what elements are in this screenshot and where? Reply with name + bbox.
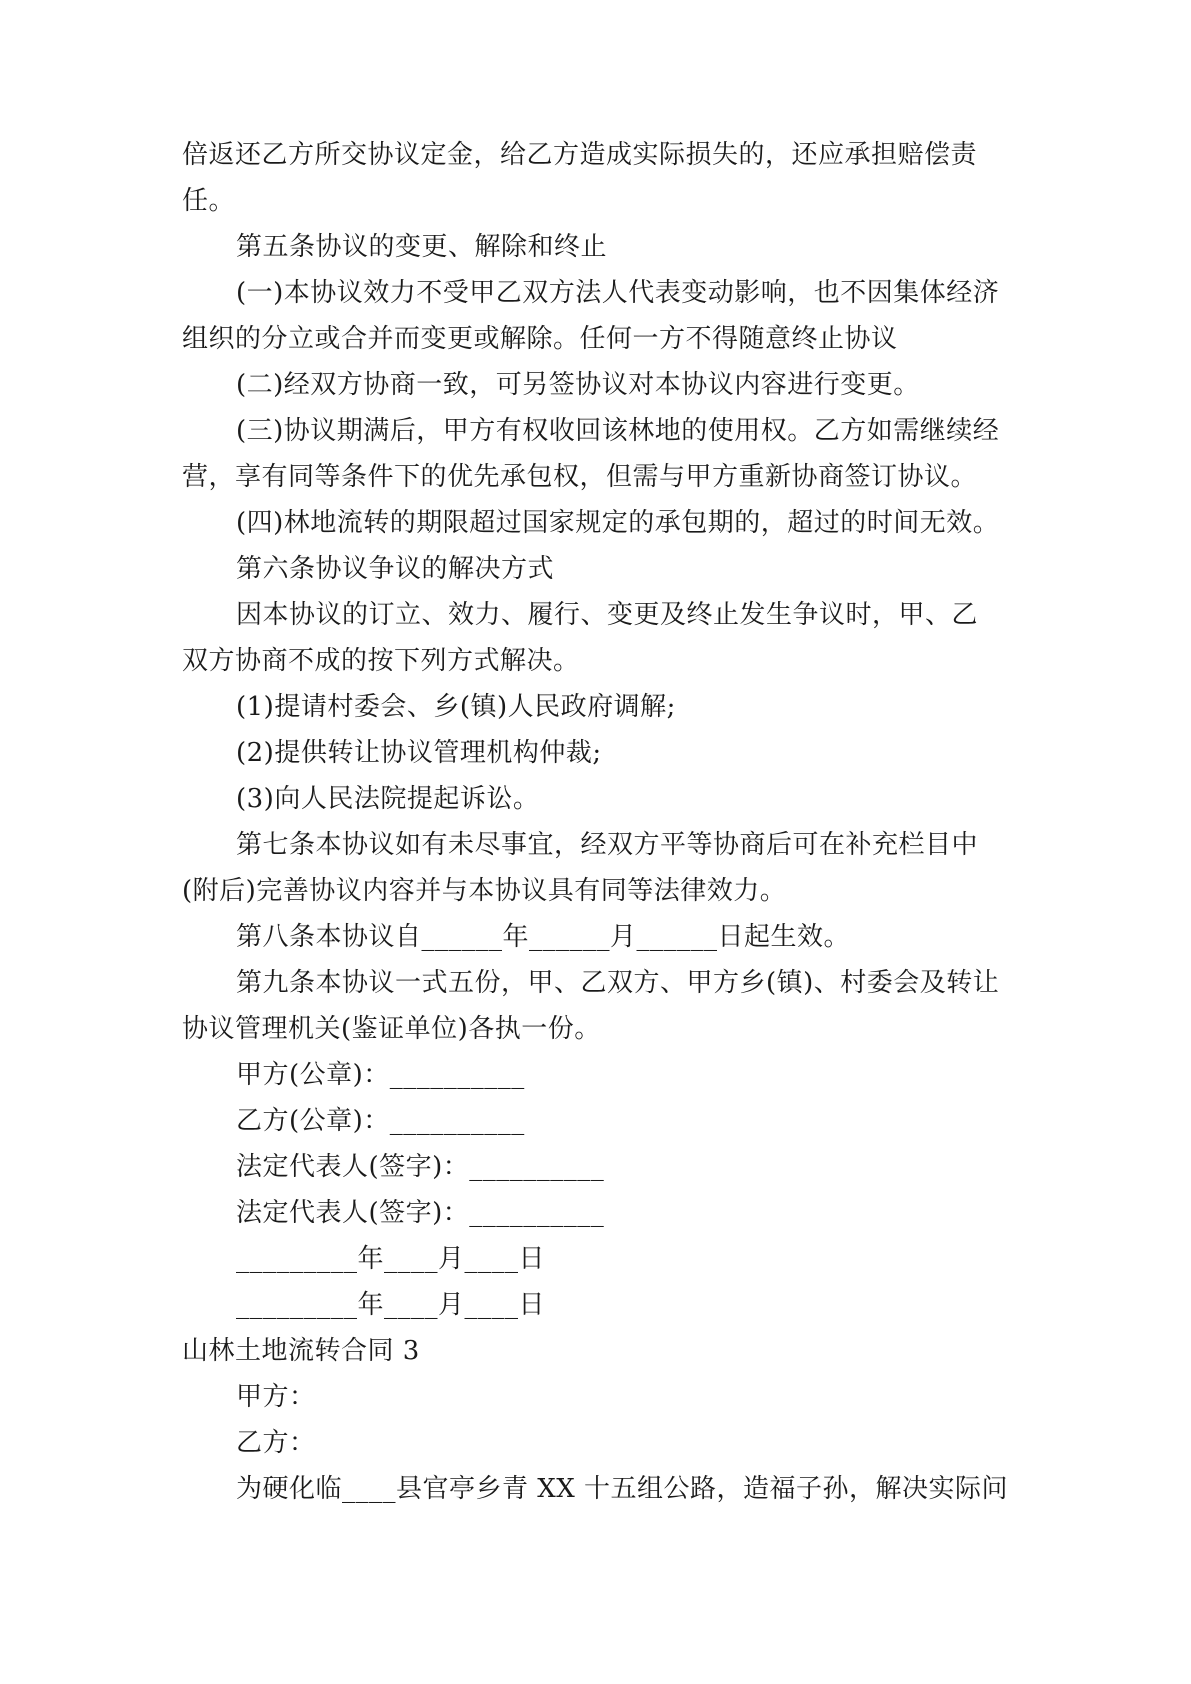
text-line: (二)经双方协商一致，可另签协议对本协议内容进行变更。: [236, 370, 920, 400]
document-page: [182, 132, 1022, 1512]
text-line: 组织的分立或合并而变更或解除。任何一方不得随意终止协议: [182, 324, 898, 354]
text-line: (四)林地流转的期限超过国家规定的承包期的，超过的时间无效。: [236, 508, 1000, 538]
party-b-line: 乙方：: [236, 1428, 316, 1458]
text-line: (附后)完善协议内容并与本协议具有同等法律效力。: [182, 876, 787, 906]
list-item: (3)向人民法院提起诉讼。: [236, 784, 540, 814]
list-item: (1)提请村委会、乡(镇)人民政府调解;: [236, 692, 676, 722]
text-line: 第七条本协议如有未尽事宜，经双方平等协商后可在补充栏目中: [236, 830, 979, 860]
party-a-line: 甲方：: [236, 1382, 316, 1412]
text-line: 任。: [182, 186, 236, 216]
text-line: 营，享有同等条件下的优先承包权，但需与甲方重新协商签订协议。: [182, 462, 978, 492]
text-line: 第九条本协议一式五份，甲、乙双方、甲方乡(镇)、村委会及转让: [236, 968, 1000, 998]
signature-line-representative: 法定代表人(签字)：__________: [236, 1198, 605, 1228]
signature-line-party-a: 甲方(公章)：__________: [236, 1060, 525, 1090]
text-line: (一)本协议效力不受甲乙双方法人代表变动影响，也不因集体经济: [236, 278, 1000, 308]
signature-line-party-b: 乙方(公章)：__________: [236, 1106, 525, 1136]
list-item: (2)提供转让协议管理机构仲裁;: [236, 738, 602, 768]
text-line: 协议管理机关(鉴证单位)各执一份。: [182, 1014, 601, 1044]
effective-date-line: 第八条本协议自______年______月______日起生效。: [236, 922, 851, 952]
text-line: 倍返还乙方所交协议定金，给乙方造成实际损失的，还应承担赔偿责: [182, 140, 978, 170]
section-heading: 第六条协议争议的解决方式: [236, 554, 555, 584]
section-heading: 第五条协议的变更、解除和终止: [236, 232, 608, 262]
text-line: 因本协议的订立、效力、履行、变更及终止发生争议时，甲、乙: [236, 600, 979, 630]
contract-title: 山林土地流转合同 3: [182, 1336, 420, 1366]
signature-line-representative: 法定代表人(签字)：__________: [236, 1152, 605, 1182]
date-line: _________年____月____日: [236, 1290, 546, 1320]
text-line: 双方协商不成的按下列方式解决。: [182, 646, 580, 676]
text-line: 为硬化临____县官亭乡青 XX 十五组公路，造福子孙，解决实际问: [236, 1474, 1009, 1504]
text-line: (三)协议期满后，甲方有权收回该林地的使用权。乙方如需继续经: [236, 416, 1000, 446]
date-line: _________年____月____日: [236, 1244, 546, 1274]
